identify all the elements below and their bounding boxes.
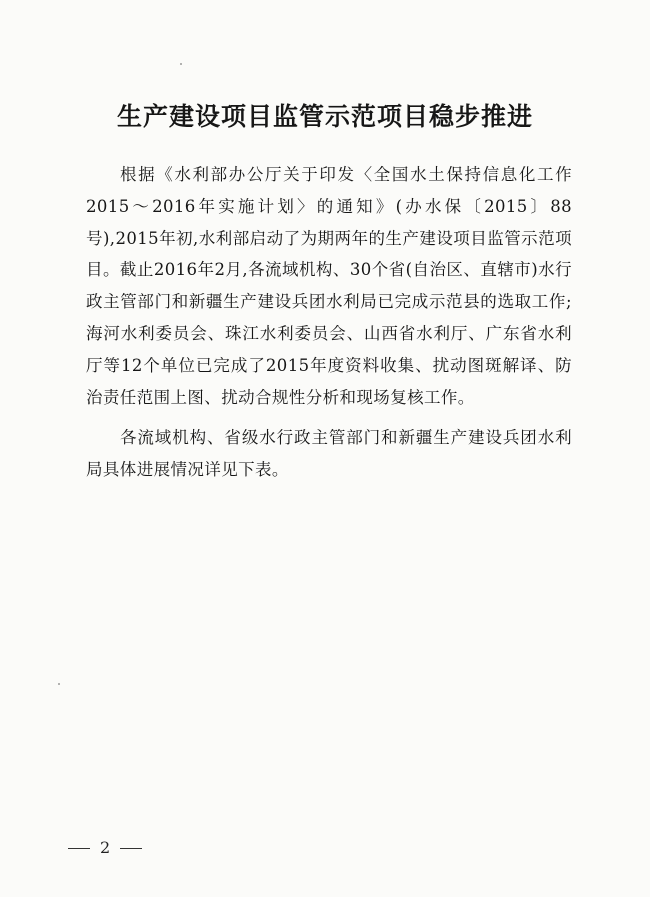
- page-number: 2: [100, 838, 111, 857]
- scan-speck: [58, 683, 60, 685]
- paragraph-2: 各流域机构、省级水行政主管部门和新疆生产建设兵团水利局具体进展情况详见下表。: [86, 428, 572, 480]
- page-footer: [68, 838, 142, 857]
- document-title: 生产建设项目监管示范项目稳步推进: [116, 101, 533, 131]
- paragraph-1: 根据《水利部办公厅关于印发〈全国水土保持信息化工作2015～2016年实施计划〉的通知》(办水保〔2015〕88号),2015年初,水利部启动了为期两年的生产建设项目监管示范项目。截止2016年2月,各流域机构、30个省(自治区、直辖市)水行政主管部门和新疆生产建设兵团水利局已完成示范县的选取工作;海河水利委员会、珠江水利委员会、山西省水利厅、广东省水利厅等12个单位已完成了2015年度资料收集、扰动图斑解译、防治责任范围上图、扰动合规性分析和现场复核工作。: [86, 165, 572, 407]
- document-body: [86, 159, 572, 486]
- scan-speck: [180, 63, 182, 65]
- footer-dash-right: [120, 848, 142, 849]
- footer-dash-left: [68, 848, 90, 849]
